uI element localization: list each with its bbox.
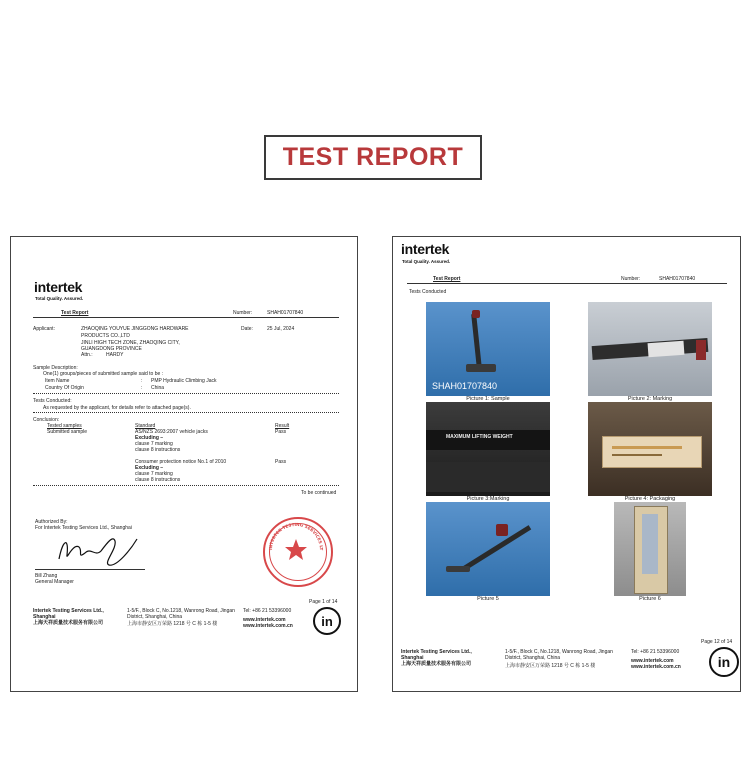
header-divider <box>407 283 727 284</box>
tests-conducted-label: Tests Conducted: <box>33 398 72 404</box>
applicant-line: ZHAOQING YOUYUE JINGGONG HARDWARE <box>81 326 189 332</box>
footer-website-cn: www.intertek.com.cn <box>631 664 681 670</box>
seal-text: INTERTEK TESTING SERVICES LT <box>267 521 325 551</box>
footer-company-cn: 上海天祥质量技术服务有限公司 <box>401 661 472 667</box>
footer-website: www.intertek.com <box>243 617 286 623</box>
sample-description-text: One(1) groups/pieces of submitted sample said to be : <box>43 371 164 377</box>
country-label: Country Of Origin <box>45 385 84 391</box>
footer-address-cn: 上海市静安区万荣路 1218 号 C 栋 1-5 楼 <box>127 621 218 627</box>
continued-note: To be continued <box>301 490 337 496</box>
standard-line: clause 8 instructions <box>135 447 181 453</box>
report-heading: Test Report <box>61 310 89 316</box>
footer-address-cn: 上海市静安区万荣路 1218 号 C 栋 1-5 楼 <box>505 663 596 669</box>
footer-city: Shanghai <box>33 614 56 620</box>
number-label: Number: <box>621 276 641 282</box>
standard-line: AS/NZS 2693:2007 vehicle jacks <box>135 429 208 435</box>
standard-line: Excluding – <box>135 435 164 441</box>
photo-marking <box>588 302 712 396</box>
footer-city: Shanghai <box>401 655 424 661</box>
seal-text-ring <box>263 517 329 583</box>
signature <box>51 529 161 569</box>
standard-line: clause 7 marking <box>135 441 173 447</box>
colon: : <box>141 385 143 391</box>
footer-address: District, Shanghai, China <box>505 655 561 661</box>
colon: : <box>141 378 143 384</box>
dotted-divider <box>33 412 339 413</box>
page-number: Page 1 of 14 <box>309 599 338 605</box>
intertek-in-logo-icon: in <box>313 607 341 635</box>
signature-line <box>35 569 145 570</box>
tested-sample-value: Submitted sample <box>47 429 88 435</box>
footer-website: www.intertek.com <box>631 658 674 664</box>
standard-line: clause 7 marking <box>135 471 173 477</box>
conclusion-label: Conclusion: <box>33 417 60 423</box>
authorized-label: Authorized By: <box>35 519 68 525</box>
logo-tagline: Total Quality. Assured. <box>35 296 84 301</box>
marking-overlay-text: MAXIMUM LIFTING WEIGHT <box>446 434 513 440</box>
tests-conducted-heading: Tests Conducted <box>409 289 447 295</box>
footer-company: Intertek Testing Services Ltd., <box>401 649 472 655</box>
intertek-logo: intertek <box>34 279 83 295</box>
standard-line: Consumer protection notice No.1 of 2010 <box>135 459 227 465</box>
applicant-line: GUANGDONG PROVINCE <box>81 346 142 352</box>
col-tested-samples: Tested samples <box>47 423 82 429</box>
date-value: 25 Jul, 2024 <box>267 326 295 332</box>
dotted-divider <box>33 485 339 486</box>
dotted-divider <box>33 393 339 394</box>
seal-star-icon <box>285 539 307 560</box>
applicant-line: JINLI HIGH TECH ZONE, ZHAOQING CITY, <box>81 340 180 346</box>
report-page-1 <box>10 236 358 692</box>
number-label: Number: <box>233 310 253 316</box>
caption-picture-6: Picture 6 <box>639 596 661 602</box>
report-number: SHAH01707840 <box>267 310 304 316</box>
caption-picture-3: Picture 3:Marking <box>466 496 510 502</box>
report-title: TEST REPORT <box>282 143 464 171</box>
photo-packaging <box>588 402 712 496</box>
report-heading: Test Report <box>433 276 461 282</box>
caption-picture-5: Picture 5 <box>477 596 499 602</box>
intertek-logo: intertek <box>401 241 450 257</box>
caption-picture-1: Picture 1: Sample <box>466 396 510 402</box>
standard-line: clause 8 instructions <box>135 477 181 483</box>
col-result: Result <box>275 423 290 429</box>
authorized-for: For Intertek Testing Services Ltd., Shanghai <box>35 525 132 531</box>
header-divider <box>33 317 339 318</box>
caption-picture-4: Picture 4: Packaging <box>624 496 676 502</box>
sample-description-label: Sample Description: <box>33 365 78 371</box>
signer-title: General Manager <box>35 579 74 585</box>
intertek-in-logo-icon: in <box>709 647 739 677</box>
svg-text:INTERTEK TESTING SERVICES LTD. <box>263 517 324 551</box>
col-standard: Standard <box>135 423 156 429</box>
footer-company: Intertek Testing Services Ltd., <box>33 608 104 614</box>
attn-label: Attn.: <box>81 352 93 358</box>
report-page-12 <box>392 236 741 692</box>
result-value: Pass <box>275 429 287 435</box>
signer-name: Bill Zhang <box>35 573 58 579</box>
applicant-label: Applicant: <box>33 326 55 332</box>
footer-address: 1-5/F., Block C, No.1218, Wanrong Road, Jingan <box>505 649 613 655</box>
item-name-label: Item Name <box>45 378 70 384</box>
caption-picture-2: Picture 2: Marking <box>627 396 673 402</box>
footer-tel: Tel: +86 21 53396000 <box>243 608 292 614</box>
date-label: Date: <box>241 326 253 332</box>
photo-sample <box>426 302 550 396</box>
footer-tel: Tel: +86 21 53396000 <box>631 649 680 655</box>
tests-conducted-text: As requested by the applicant, for details refer to attached page(s). <box>43 405 191 411</box>
footer-address: 1-5/F., Block C, No.1218, Wanrong Road, Jingan <box>127 608 235 614</box>
applicant-line: PRODUCTS CO.,LTD <box>81 333 130 339</box>
standard-line: Excluding – <box>135 465 164 471</box>
report-number: SHAH01707840 <box>659 276 696 282</box>
photo-overlay-number: SHAH01707840 <box>432 381 498 391</box>
photo-5 <box>426 502 550 596</box>
logo-tagline: Total Quality. Assured. <box>402 259 451 264</box>
footer-website-cn: www.intertek.com.cn <box>243 623 293 629</box>
page-number: Page 12 of 14 <box>701 639 733 645</box>
result-value: Pass <box>275 459 287 465</box>
footer-company-cn: 上海天祥质量技术服务有限公司 <box>33 620 104 626</box>
photo-marking-closeup <box>426 402 550 496</box>
attn-value: HARDY <box>106 352 124 358</box>
country-value: China <box>151 385 165 391</box>
footer-address: District, Shanghai, China <box>127 614 183 620</box>
photo-6 <box>614 502 686 596</box>
report-title-banner <box>264 135 482 180</box>
item-name-value: PMP Hydraulic Climbing Jack <box>151 378 217 384</box>
